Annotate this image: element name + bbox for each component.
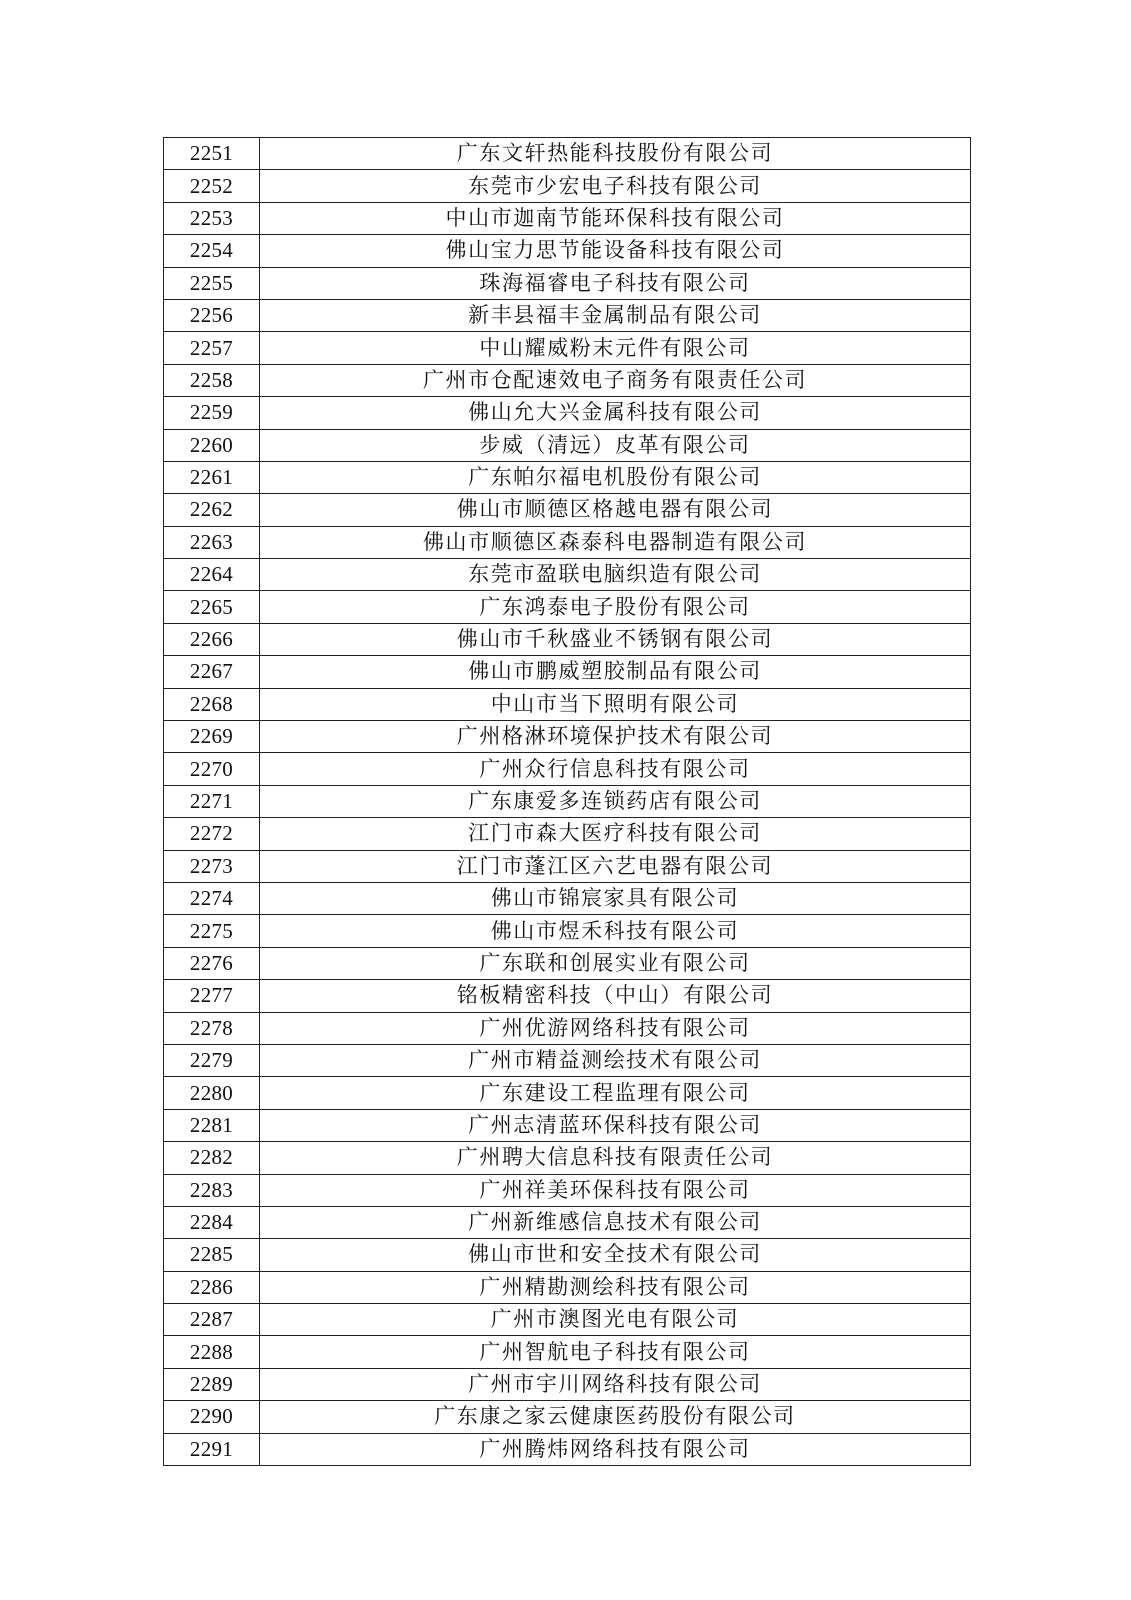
row-number-cell: 2266 <box>164 623 260 655</box>
company-name-cell: 佛山市顺德区森泰科电器制造有限公司 <box>260 526 971 558</box>
row-number-cell: 2286 <box>164 1271 260 1303</box>
company-name-cell: 广东建设工程监理有限公司 <box>260 1077 971 1109</box>
table-row <box>164 1174 971 1206</box>
row-number-cell: 2256 <box>164 299 260 331</box>
table-row <box>164 235 971 267</box>
company-name-cell: 广州聘大信息科技有限责任公司 <box>260 1142 971 1174</box>
table-row <box>164 591 971 623</box>
company-name-cell: 江门市蓬江区六艺电器有限公司 <box>260 850 971 882</box>
row-number-cell: 2275 <box>164 915 260 947</box>
company-name-cell: 广东联和创展实业有限公司 <box>260 947 971 979</box>
table-row <box>164 721 971 753</box>
company-name-cell: 佛山市世和安全技术有限公司 <box>260 1239 971 1271</box>
table-row <box>164 1077 971 1109</box>
table-row <box>164 850 971 882</box>
company-name-cell: 广东鸿泰电子股份有限公司 <box>260 591 971 623</box>
table-row <box>164 656 971 688</box>
table-row <box>164 785 971 817</box>
row-number-cell: 2288 <box>164 1336 260 1368</box>
table-row <box>164 1368 971 1400</box>
row-number-cell: 2262 <box>164 494 260 526</box>
company-name-cell: 铭板精密科技（中山）有限公司 <box>260 980 971 1012</box>
table-row <box>164 1271 971 1303</box>
table-row <box>164 1109 971 1141</box>
company-name-cell: 广州智航电子科技有限公司 <box>260 1336 971 1368</box>
table-row <box>164 1304 971 1336</box>
table-row <box>164 688 971 720</box>
row-number-cell: 2259 <box>164 397 260 429</box>
company-name-cell: 佛山宝力思节能设备科技有限公司 <box>260 235 971 267</box>
company-name-cell: 广州市精益测绘技术有限公司 <box>260 1044 971 1076</box>
company-name-cell: 新丰县福丰金属制品有限公司 <box>260 299 971 331</box>
table-row <box>164 947 971 979</box>
table-row <box>164 623 971 655</box>
table-row <box>164 1206 971 1238</box>
company-name-cell: 步威（清远）皮革有限公司 <box>260 429 971 461</box>
company-name-cell: 广州优游网络科技有限公司 <box>260 1012 971 1044</box>
company-name-cell: 广州志清蓝环保科技有限公司 <box>260 1109 971 1141</box>
row-number-cell: 2284 <box>164 1206 260 1238</box>
company-name-cell: 广东康之家云健康医药股份有限公司 <box>260 1401 971 1433</box>
row-number-cell: 2278 <box>164 1012 260 1044</box>
table-row <box>164 559 971 591</box>
row-number-cell: 2261 <box>164 461 260 493</box>
row-number-cell: 2265 <box>164 591 260 623</box>
row-number-cell: 2270 <box>164 753 260 785</box>
company-name-cell: 中山耀威粉末元件有限公司 <box>260 332 971 364</box>
company-name-cell: 东莞市盈联电脑织造有限公司 <box>260 559 971 591</box>
row-number-cell: 2260 <box>164 429 260 461</box>
row-number-cell: 2285 <box>164 1239 260 1271</box>
company-name-cell: 广州市宇川网络科技有限公司 <box>260 1368 971 1400</box>
company-name-cell: 广州祥美环保科技有限公司 <box>260 1174 971 1206</box>
company-name-cell: 广东帕尔福电机股份有限公司 <box>260 461 971 493</box>
row-number-cell: 2287 <box>164 1304 260 1336</box>
company-name-cell: 广州市澳图光电有限公司 <box>260 1304 971 1336</box>
table-row <box>164 980 971 1012</box>
company-name-cell: 广州精勘测绘科技有限公司 <box>260 1271 971 1303</box>
row-number-cell: 2268 <box>164 688 260 720</box>
company-list-table <box>163 137 971 1466</box>
company-name-cell: 佛山允大兴金属科技有限公司 <box>260 397 971 429</box>
table-row <box>164 494 971 526</box>
table-row <box>164 818 971 850</box>
row-number-cell: 2267 <box>164 656 260 688</box>
table-row <box>164 526 971 558</box>
table-row <box>164 753 971 785</box>
table-row <box>164 299 971 331</box>
table-row <box>164 397 971 429</box>
row-number-cell: 2283 <box>164 1174 260 1206</box>
row-number-cell: 2273 <box>164 850 260 882</box>
table-row <box>164 1433 971 1465</box>
table-row <box>164 332 971 364</box>
table-row <box>164 170 971 202</box>
row-number-cell: 2280 <box>164 1077 260 1109</box>
table-row <box>164 267 971 299</box>
row-number-cell: 2264 <box>164 559 260 591</box>
row-number-cell: 2289 <box>164 1368 260 1400</box>
table-row <box>164 1336 971 1368</box>
company-name-cell: 广东文轩热能科技股份有限公司 <box>260 138 971 170</box>
company-name-cell: 广州新维感信息技术有限公司 <box>260 1206 971 1238</box>
table-row <box>164 1012 971 1044</box>
row-number-cell: 2263 <box>164 526 260 558</box>
table-row <box>164 364 971 396</box>
table-row <box>164 1239 971 1271</box>
row-number-cell: 2272 <box>164 818 260 850</box>
row-number-cell: 2277 <box>164 980 260 1012</box>
row-number-cell: 2279 <box>164 1044 260 1076</box>
company-name-cell: 佛山市煜禾科技有限公司 <box>260 915 971 947</box>
table-row <box>164 461 971 493</box>
company-name-cell: 广州腾炜网络科技有限公司 <box>260 1433 971 1465</box>
company-name-cell: 中山市迦南节能环保科技有限公司 <box>260 202 971 234</box>
company-name-cell: 广州众行信息科技有限公司 <box>260 753 971 785</box>
table-row <box>164 1401 971 1433</box>
row-number-cell: 2252 <box>164 170 260 202</box>
company-name-cell: 佛山市顺德区格越电器有限公司 <box>260 494 971 526</box>
row-number-cell: 2251 <box>164 138 260 170</box>
company-name-cell: 佛山市鹏威塑胶制品有限公司 <box>260 656 971 688</box>
row-number-cell: 2282 <box>164 1142 260 1174</box>
row-number-cell: 2257 <box>164 332 260 364</box>
table-row <box>164 1142 971 1174</box>
table-row <box>164 1044 971 1076</box>
company-name-cell: 珠海福睿电子科技有限公司 <box>260 267 971 299</box>
row-number-cell: 2281 <box>164 1109 260 1141</box>
row-number-cell: 2255 <box>164 267 260 299</box>
row-number-cell: 2290 <box>164 1401 260 1433</box>
table-row <box>164 202 971 234</box>
row-number-cell: 2254 <box>164 235 260 267</box>
row-number-cell: 2258 <box>164 364 260 396</box>
row-number-cell: 2269 <box>164 721 260 753</box>
company-name-cell: 广东康爱多连锁药店有限公司 <box>260 785 971 817</box>
company-name-cell: 佛山市锦宸家具有限公司 <box>260 882 971 914</box>
company-name-cell: 广州市仓配速效电子商务有限责任公司 <box>260 364 971 396</box>
row-number-cell: 2253 <box>164 202 260 234</box>
company-name-cell: 江门市森大医疗科技有限公司 <box>260 818 971 850</box>
table-row <box>164 882 971 914</box>
row-number-cell: 2274 <box>164 882 260 914</box>
company-name-cell: 中山市当下照明有限公司 <box>260 688 971 720</box>
row-number-cell: 2291 <box>164 1433 260 1465</box>
table-row <box>164 138 971 170</box>
company-name-cell: 广州格淋环境保护技术有限公司 <box>260 721 971 753</box>
row-number-cell: 2276 <box>164 947 260 979</box>
table-row <box>164 915 971 947</box>
row-number-cell: 2271 <box>164 785 260 817</box>
table-row <box>164 429 971 461</box>
company-list-body <box>164 138 971 1466</box>
company-name-cell: 东莞市少宏电子科技有限公司 <box>260 170 971 202</box>
company-name-cell: 佛山市千秋盛业不锈钢有限公司 <box>260 623 971 655</box>
